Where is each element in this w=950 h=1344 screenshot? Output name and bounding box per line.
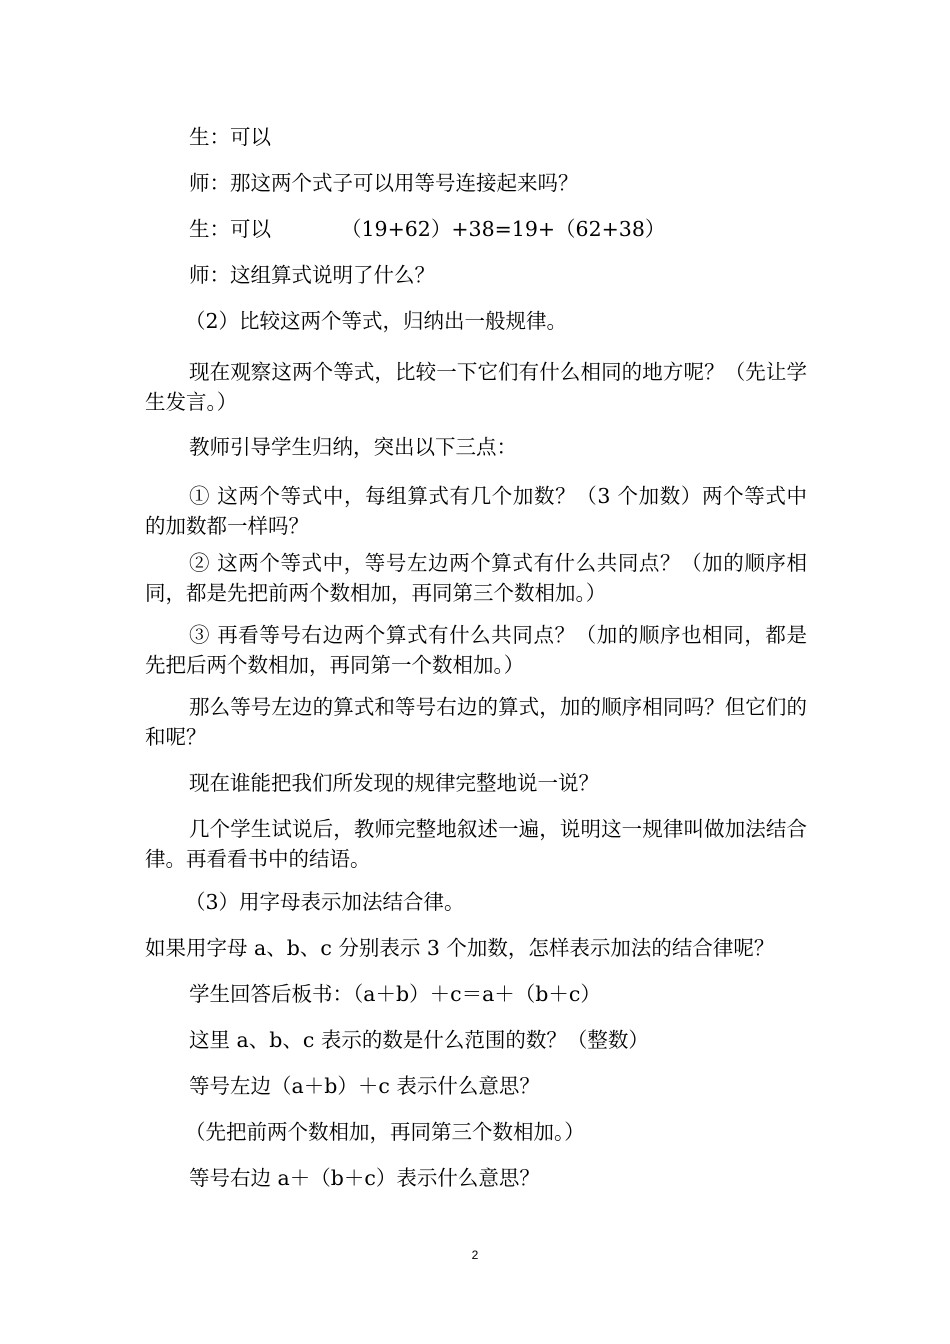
equation: （19+62）+38=19+（62+38） (341, 217, 666, 241)
paragraph-teacher-guide: 教师引导学生归纳，突出以下三点： (189, 435, 517, 459)
paragraph-student-answer-2 (145, 214, 807, 244)
paragraph-point-1: ① 这两个等式中，每组算式有几个加数？（3 个加数）两个等式中的加数都一样吗？ (145, 484, 807, 538)
page-number: 2 (471, 1248, 479, 1262)
paragraph-left-side-answer: （先把前两个数相加，再同第三个数相加。） (185, 1120, 585, 1144)
paragraph-teacher-question-1: 师：那这两个式子可以用等号连接起来吗？ (189, 171, 579, 195)
paragraph-point-2: ② 这两个等式中，等号左边两个算式有什么共同点？（加的顺序相同，都是先把前两个数相加，再同第三个数相加。） (145, 551, 807, 605)
paragraph-summarize: 现在谁能把我们所发现的规律完整地说一说？ (189, 771, 599, 795)
paragraph-compare-sum: 那么等号左边的算式和等号右边的算式，加的顺序相同吗？但它们的和呢？ (145, 695, 807, 749)
paragraph-letters: 如果用字母 a、b、c 分别表示 3 个加数，怎样表示加法的结合律呢？ (145, 936, 775, 960)
paragraph-left-side-question: 等号左边（a＋b）＋c 表示什么意思？ (189, 1074, 540, 1098)
paragraph-teacher-question-2: 师：这组算式说明了什么？ (189, 263, 435, 287)
section-heading-2: （2）比较这两个等式，归纳出一般规律。 (185, 309, 568, 333)
paragraph-associative-law: 几个学生试说后，教师完整地叙述一遍，说明这一规律叫做加法结合律。再看看书中的结语。 (145, 817, 807, 871)
paragraph-point-3: ③ 再看等号右边两个算式有什么共同点？（加的顺序也相同，都是先把后两个数相加，再同第一个数相加。） (145, 623, 807, 677)
paragraph-right-side-question: 等号右边 a＋（b＋c）表示什么意思？ (189, 1166, 540, 1190)
paragraph-range-question: 这里 a、b、c 表示的数是什么范围的数？（整数） (189, 1028, 649, 1052)
paragraph-student-answer-1: 生：可以 (189, 125, 271, 149)
paragraph-board-writing: 学生回答后板书：（a＋b）＋c＝a＋（b＋c） (189, 982, 601, 1006)
paragraph-observe: 现在观察这两个等式，比较一下它们有什么相同的地方呢？（先让学生发言。） (145, 360, 807, 414)
section-heading-3: （3）用字母表示加法结合律。 (185, 890, 465, 914)
student-answer-text: 生：可以 (189, 217, 271, 241)
